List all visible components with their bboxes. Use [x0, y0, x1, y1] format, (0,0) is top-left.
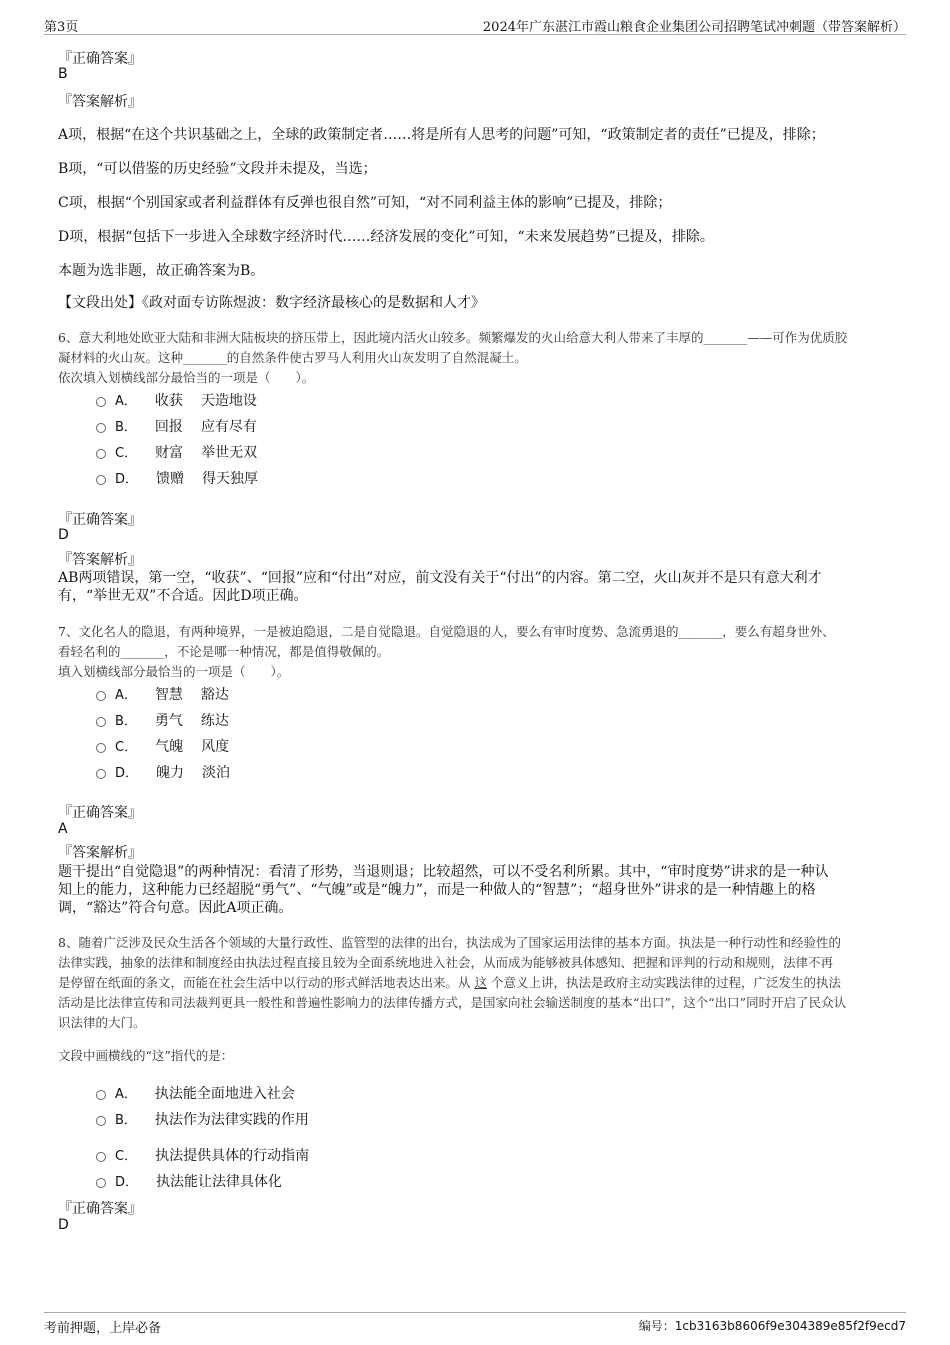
q7-analysis-line: 调，“豁达”符合句意。因此A项正确。 [58, 900, 293, 916]
footer-slogan: 考前押题，上岸必备 [44, 1321, 162, 1336]
q7-option-d[interactable]: D． 魄力 淡泊 [96, 762, 230, 782]
radio-icon[interactable] [96, 1090, 106, 1100]
q6-stem-line: 6、意大利地处欧亚大陆和非洲大陆板块的挤压带上，因此境内活火山较多。频繁爆发的火山给意大利人带来了丰厚的_______——可作为优质胶 [58, 330, 848, 345]
q7-prompt: 填入划横线部分最恰当的一项是（ ）。 [58, 664, 290, 679]
radio-icon[interactable] [96, 1116, 106, 1126]
q7-option-c[interactable]: C． 气魄 风度 [96, 736, 229, 756]
q8-stem-line: 法律实践，抽象的法律和制度经由执法过程直接且较为全面系统地进入社会，从而成为能够被具体感知、把握和评判的行动和规则，法律不再 [58, 955, 834, 970]
document-code: 编号：1cb3163b8606f9e304389e85f2f9ecd7 [638, 1319, 906, 1333]
q8-option-a[interactable]: A． 执法能全面地进入社会 [96, 1083, 295, 1103]
q8-stem-line: 8、随着广泛涉及民众生活各个领域的大量行政性、监管型的法律的出台，执法成为了国家运用法律的基本方面。执法是一种行动性和经验性的 [58, 935, 841, 950]
q5-analysis-line: D项，根据“包括下一步进入全球数字经济时代……经济发展的变化”可知，“未来发展趋势”已提及，排除。 [58, 229, 714, 245]
q8-stem-line: 活动是比法律宣传和司法裁判更具一般性和普遍性影响力的法律传播方式，是国家向社会输送制度的基本“出口”，这个“出口”同时开启了民众认 [58, 995, 847, 1010]
q6-analysis-line: 有，“举世无双”不合适。因此D项正确。 [58, 588, 308, 604]
radio-icon[interactable] [96, 449, 106, 459]
q5-answer-label: 『正确答案』 [58, 51, 142, 67]
q8-stem-line: 是停留在纸面的条文，而能在社会生活中以行动的形式鲜活地表达出来。从 这 个意义上讲，执法是政府主动实践法律的过程，广泛发生的执法 [58, 975, 842, 990]
q6-option-c[interactable]: C． 财富 举世无双 [96, 442, 257, 462]
q7-analysis-line: 知上的能力，这种能力已经超脱“勇气”、“气魄”或是“魄力”，而是一种做人的“智慧”；“超身世外”讲求的是一种情趣上的格 [58, 882, 816, 898]
q5-analysis-label: 『答案解析』 [58, 94, 142, 110]
underlined-word: 这 [474, 975, 488, 990]
q6-option-d[interactable]: D． 馈赠 得天独厚 [96, 468, 258, 488]
q5-answer: B [58, 66, 68, 82]
radio-icon[interactable] [96, 1178, 106, 1188]
q7-answer: A [58, 821, 68, 837]
radio-icon[interactable] [96, 743, 106, 753]
q7-analysis-line: 题干提出“自觉隐退”的两种情况：看清了形势，当退则退；比较超然，可以不受名利所累。其中，“审时度势”讲求的是一种认 [58, 864, 829, 880]
page-number: 第3页 [44, 20, 79, 35]
q7-answer-label: 『正确答案』 [58, 805, 142, 821]
radio-icon[interactable] [96, 769, 106, 779]
q6-analysis-label: 『答案解析』 [58, 552, 142, 568]
q6-option-a[interactable]: A． 收获 天造地设 [96, 390, 257, 410]
radio-icon[interactable] [96, 691, 106, 701]
q8-option-d[interactable]: D． 执法能让法律具体化 [96, 1171, 282, 1191]
radio-icon[interactable] [96, 397, 106, 407]
q5-analysis-line: A项，根据“在这个共识基础之上，全球的政策制定者……将是所有人思考的问题”可知，“政策制定者的责任”已提及，排除； [58, 127, 825, 143]
q7-option-b[interactable]: B． 勇气 练达 [96, 710, 229, 730]
q7-option-a[interactable]: A． 智慧 豁达 [96, 684, 229, 704]
radio-icon[interactable] [96, 717, 106, 727]
q6-stem-line: 凝材料的火山灰。这种_______的自然条件使古罗马人利用火山灰发明了自然混凝土。 [58, 350, 527, 365]
q6-answer: D [58, 527, 69, 543]
q8-stem-line: 识法律的大门。 [58, 1015, 146, 1030]
page-footer [44, 1312, 906, 1335]
q6-answer-label: 『正确答案』 [58, 512, 142, 528]
radio-icon[interactable] [96, 1152, 106, 1162]
radio-icon[interactable] [96, 475, 106, 485]
document-title: 2024年广东湛江市霞山粮食企业集团公司招聘笔试冲刺题（带答案解析） [482, 20, 906, 35]
q8-question: 文段中画横线的“这”指代的是： [58, 1048, 234, 1063]
q7-stem-line: 7、文化名人的隐退，有两种境界，一是被迫隐退，二是自觉隐退。自觉隐退的人，要么有审时度势、急流勇退的_______，要么有超身世外、 [58, 624, 835, 639]
q8-answer: D [58, 1217, 69, 1233]
page-header [44, 14, 906, 35]
q8-option-c[interactable]: C． 执法提供具体的行动指南 [96, 1145, 309, 1165]
q8-answer-label: 『正确答案』 [58, 1201, 142, 1217]
q7-stem-line: 看轻名利的_______，不论是哪一种情况，都是值得敬佩的。 [58, 644, 390, 659]
q8-option-b[interactable]: B． 执法作为法律实践的作用 [96, 1109, 309, 1129]
q7-analysis-label: 『答案解析』 [58, 845, 142, 861]
q6-analysis-line: AB两项错误，第一空，“收获”、“回报”应和“付出”对应，前文没有关于“付出”的内容。第二空，火山灰并不是只有意大利才 [58, 570, 822, 586]
q5-source: 【文段出处】《政对面专访陈煜波：数字经济最核心的是数据和人才》 [58, 295, 485, 311]
radio-icon[interactable] [96, 423, 106, 433]
q5-analysis-line: C项，根据“个别国家或者利益群体有反弹也很自然”可知，“对不同利益主体的影响”已提及，排除； [58, 195, 672, 211]
q6-prompt: 依次填入划横线部分最恰当的一项是（ ）。 [58, 370, 315, 385]
q6-option-b[interactable]: B． 回报 应有尽有 [96, 416, 257, 436]
q5-conclusion: 本题为选非题，故正确答案为B。 [58, 263, 265, 279]
q5-analysis-line: B项，“可以借鉴的历史经验”文段并未提及，当选； [58, 161, 377, 177]
